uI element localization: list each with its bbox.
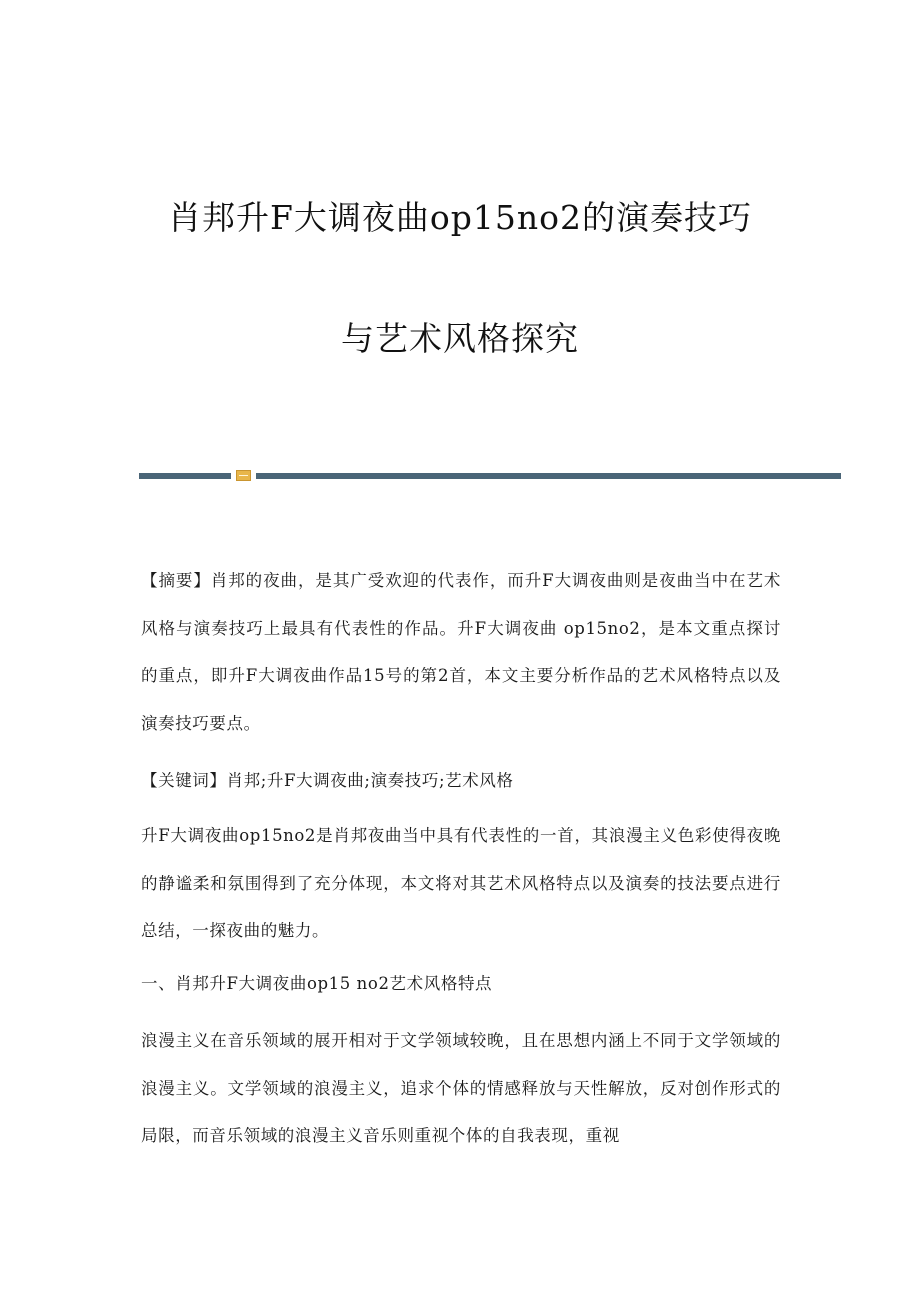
document-title-line-1: 肖邦升F大调夜曲op15no2的演奏技巧 [168, 198, 752, 237]
section-1-body: 浪漫主义在音乐领域的展开相对于文学领域较晚，且在思想内涵上不同于文学领域的浪漫主义。文学领域的浪漫主义，追求个体的情感释放与天性解放，反对创作形式的局限，而音乐领域的浪漫主义音乐则重视个体的自我表现，重视 [141, 1031, 781, 1145]
keywords-paragraph: 【关键词】肖邦;升F大调夜曲;演奏技巧;艺术风格 [141, 771, 514, 790]
intro-paragraph: 升F大调夜曲op15no2是肖邦夜曲当中具有代表性的一首，其浪漫主义色彩使得夜晚的静谧柔和氛围得到了充分体现，本文将对其艺术风格特点以及演奏的技法要点进行总结，一探夜曲的魅力。 [141, 826, 781, 940]
divider-bar-left [139, 473, 231, 479]
abstract-paragraph: 【摘要】肖邦的夜曲，是其广受欢迎的代表作，而升F大调夜曲则是夜曲当中在艺术风格与演奏技巧上最具有代表性的作品。升F大调夜曲 op15no2，是本文重点探讨的重点，即升F大调夜曲作品15号的第2首，本文主要分析作品的艺术风格特点以及演奏技巧要点。 [141, 571, 781, 733]
title-divider [139, 470, 841, 480]
section-1-heading: 一、肖邦升F大调夜曲op15 no2艺术风格特点 [141, 974, 493, 993]
document-title-line-2: 与艺术风格探究 [341, 319, 579, 358]
divider-emblem-icon [236, 470, 251, 481]
divider-bar-right [256, 473, 841, 479]
